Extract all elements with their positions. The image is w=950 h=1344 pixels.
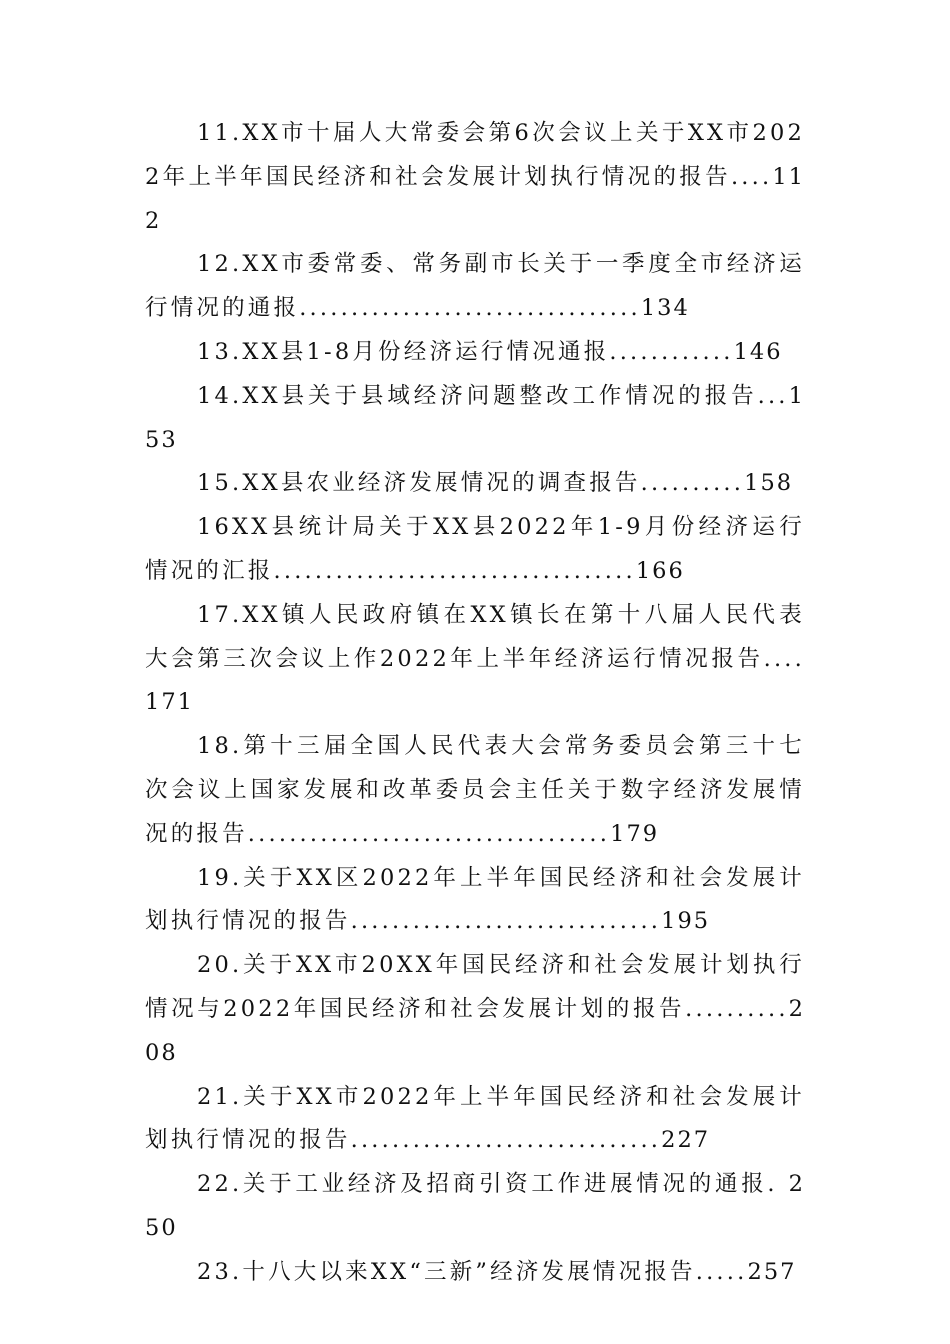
toc-entry-23[interactable]	[145, 1251, 805, 1295]
toc-entry-17[interactable]	[145, 594, 805, 725]
toc-entry-title: 13.XX县1-8月份经济运行情况通报............	[197, 338, 734, 365]
toc-entry-14[interactable]	[145, 375, 805, 463]
toc-entry-16[interactable]	[145, 506, 805, 594]
toc-page-number: 179	[610, 820, 660, 847]
toc-page-number: 250	[145, 1171, 805, 1241]
toc-entry-title: 20.关于XX市20XX年国民经济和社会发展计划执行情况与2022年国民经济和社会发展计划的报告..........	[145, 952, 805, 1022]
toc-entry-11[interactable]	[145, 112, 805, 243]
toc-entry-title: 15.XX县农业经济发展情况的调查报告..........	[197, 470, 745, 497]
toc-page-number: 112	[145, 163, 805, 234]
toc-entry-title: 22.关于工业经济及招商引资工作进展情况的通报.	[197, 1171, 789, 1198]
toc-entry-title: 19.关于XX区2022年上半年国民经济和社会发展计划执行情况的报告..............................	[145, 864, 805, 935]
toc-page-number: 158	[744, 470, 794, 497]
toc-page-number: 166	[635, 557, 685, 584]
toc-page-number: 153	[145, 382, 805, 453]
toc-entry-12[interactable]	[145, 243, 805, 331]
toc-entry-21[interactable]	[145, 1076, 805, 1164]
toc-entry-title: 11.XX市十届人大常委会第6次会议上关于XX市2022年上半年国民经济和社会发展计划执行情况的报告....	[145, 120, 805, 190]
toc-entry-20[interactable]	[145, 944, 805, 1075]
toc-page-number: 227	[661, 1127, 711, 1154]
toc-entry-title: 18.第十三届全国人民代表大会常务委员会第三十七次会议上国家发展和改革委员会主任关于数字经济发展情况的报告...................................	[145, 733, 805, 847]
toc-page-number: 195	[661, 908, 711, 935]
toc-page-number: 257	[747, 1258, 797, 1285]
toc-page-number: 208	[145, 995, 805, 1066]
toc-entry-22[interactable]	[145, 1163, 805, 1251]
toc-entry-title: 23.十八大以来XX“三新”经济发展情况报告.....	[197, 1258, 748, 1285]
toc-entry-15[interactable]	[145, 462, 805, 506]
toc-page-number: 171	[145, 689, 194, 716]
toc-entry-18[interactable]	[145, 725, 805, 856]
toc-page-number: 134	[640, 295, 690, 322]
toc-entry-19[interactable]	[145, 857, 805, 945]
toc-entry-title: 16XX县统计局关于XX县2022年1-9月份经济运行情况的汇报...................................	[145, 514, 805, 584]
toc-entry-title: 21.关于XX市2022年上半年国民经济和社会发展计划执行情况的报告..............................	[145, 1083, 805, 1154]
toc-page-number: 146	[733, 338, 783, 365]
toc-entry-title: 14.XX县关于县域经济问题整改工作情况的报告...	[197, 382, 789, 409]
table-of-contents	[145, 112, 805, 1295]
toc-entry-13[interactable]	[145, 331, 805, 375]
toc-entry-title: 17.XX镇人民政府镇在XX镇长在第十八届人民代表大会第三次会议上作2022年上半年经济运行情况报告....	[145, 601, 805, 672]
toc-entry-title: 12.XX市委常委、常务副市长关于一季度全市经济运行情况的通报.................................	[145, 251, 805, 322]
